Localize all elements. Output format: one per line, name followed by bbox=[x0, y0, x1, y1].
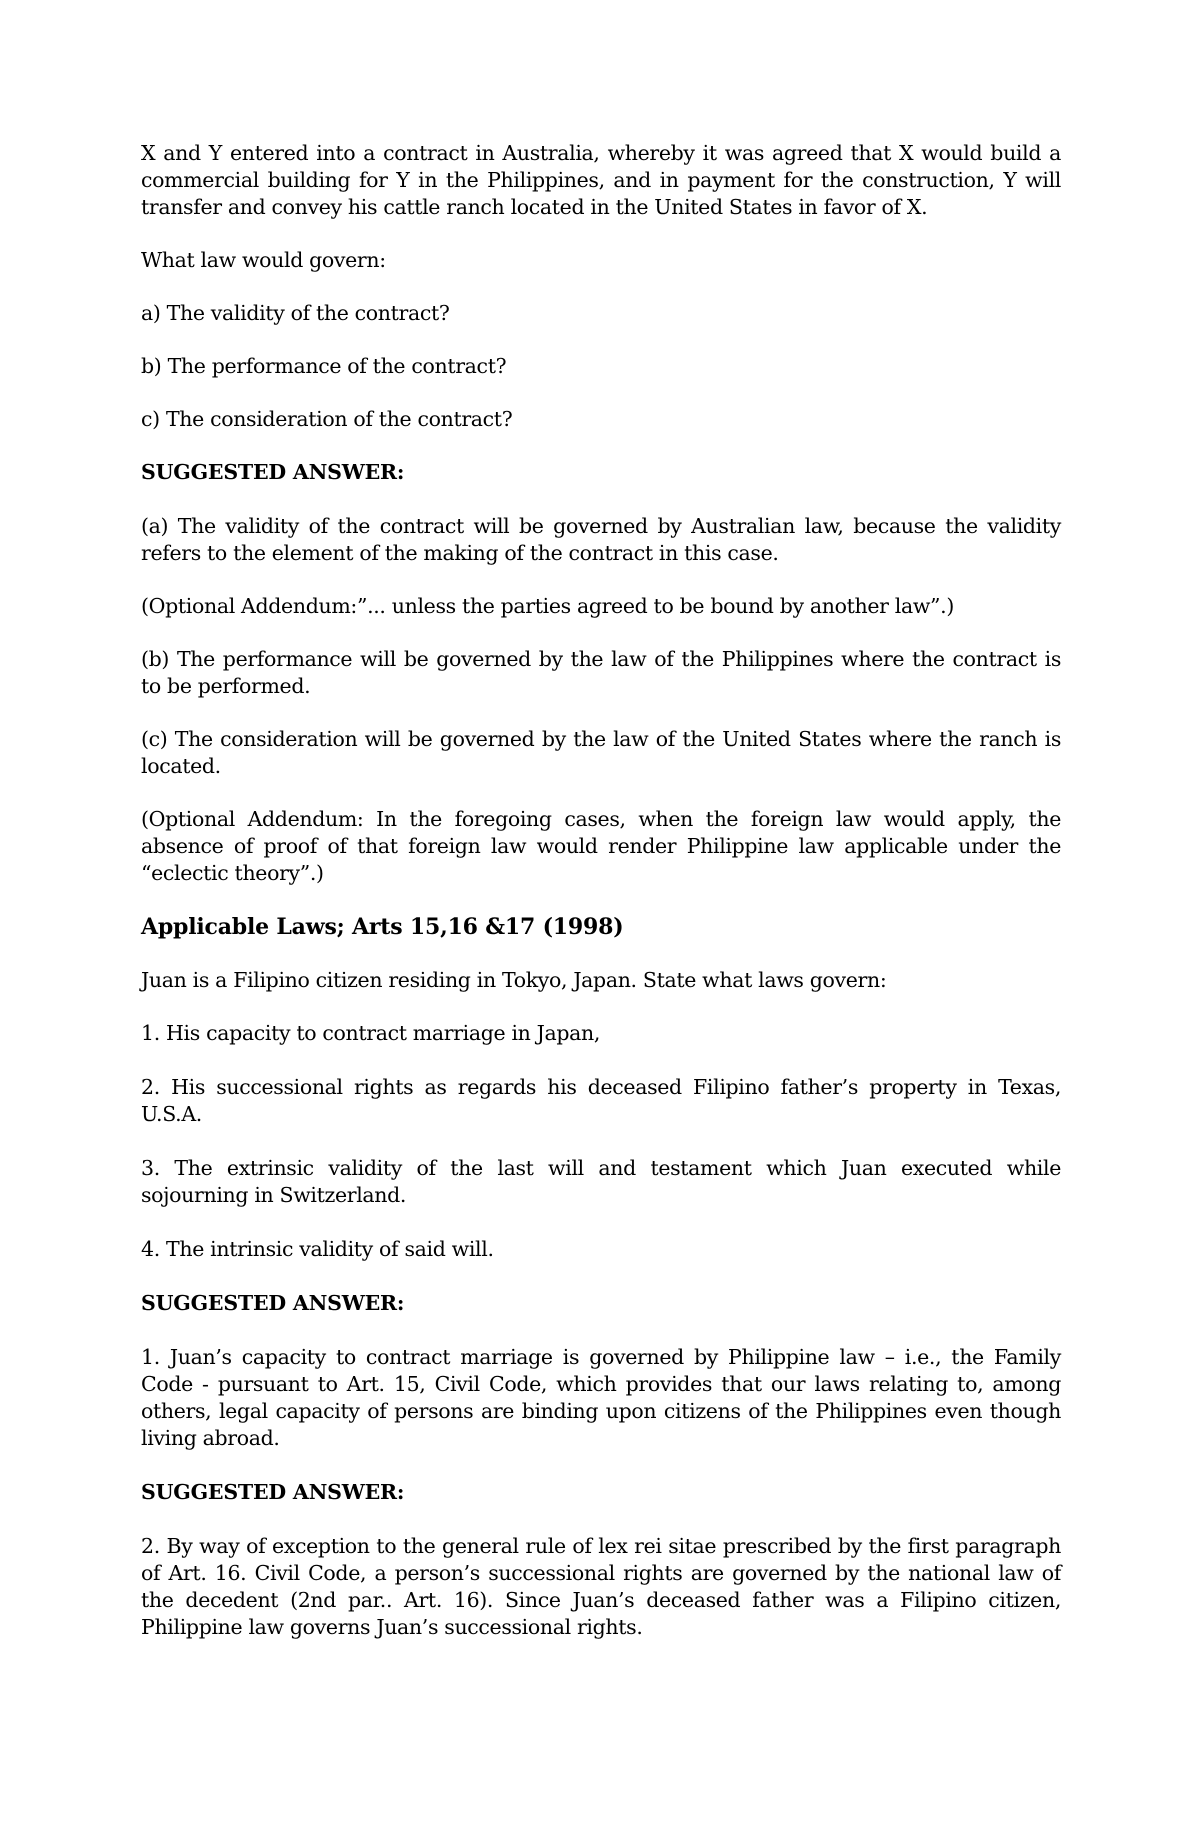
optional-addendum-1: (Optional Addendum:”... unless the parties agreed to be bound by another law”.) bbox=[141, 594, 954, 618]
question-a: a) The validity of the contract? bbox=[141, 301, 450, 325]
list-item-4: 4. The intrinsic validity of said will. bbox=[141, 1237, 494, 1261]
list-item-1: 1. His capacity to contract marriage in Japan, bbox=[141, 1021, 601, 1045]
suggested-answer-heading-2: SUGGESTED ANSWER: bbox=[141, 1291, 405, 1315]
section-intro: Juan is a Filipino citizen residing in Tokyo, Japan. State what laws govern: bbox=[141, 968, 887, 992]
answer-a: (a) The validity of the contract will be governed by Australian law, because the validity refers to the element of the making of the contract in this case. bbox=[141, 514, 1061, 565]
list-item-3: 3. The extrinsic validity of the last will and testament which Juan executed while sojourning in Switzerland. bbox=[141, 1156, 1061, 1207]
document-page bbox=[141, 140, 1061, 1641]
optional-addendum-2: (Optional Addendum: In the foregoing cases, when the foreign law would apply, the absence of proof of that foreign law would render Philippine law applicable under the “eclectic theory”.) bbox=[141, 807, 1061, 885]
answer-c: (c) The consideration will be governed by the law of the United States where the ranch is located. bbox=[141, 727, 1061, 778]
suggested-answer-heading: SUGGESTED ANSWER: bbox=[141, 460, 405, 484]
answer-2: 2. By way of exception to the general rule of lex rei sitae prescribed by the first paragraph of Art. 16. Civil Code, a person’s successional rights are governed by the national law of the decedent (2nd par.. Art. 16). Since Juan’s deceased father was a Filipino citizen, Philippine law governs Juan’s successional rights. bbox=[141, 1534, 1061, 1639]
answer-1: 1. Juan’s capacity to contract marriage is governed by Philippine law – i.e., the Family Code - pursuant to Art. 15, Civil Code, which provides that our laws relating to, among others, legal capacity of persons are binding upon citizens of the Philippines even though living abroad. bbox=[141, 1345, 1061, 1450]
question-lead: What law would govern: bbox=[141, 248, 386, 272]
intro-paragraph: X and Y entered into a contract in Australia, whereby it was agreed that X would build a commercial building for Y in the Philippines, and in payment for the construction, Y will transfer and convey his cattle ranch located in the United States in favor of X. bbox=[141, 141, 1061, 219]
question-b: b) The performance of the contract? bbox=[141, 354, 507, 378]
list-item-2: 2. His successional rights as regards his deceased Filipino father’s property in Texas, U.S.A. bbox=[141, 1075, 1061, 1126]
question-c: c) The consideration of the contract? bbox=[141, 407, 513, 431]
section-title: Applicable Laws; Arts 15,16 &17 (1998) bbox=[141, 914, 624, 940]
suggested-answer-heading-3: SUGGESTED ANSWER: bbox=[141, 1480, 405, 1504]
answer-b: (b) The performance will be governed by the law of the Philippines where the contract is to be performed. bbox=[141, 647, 1061, 698]
